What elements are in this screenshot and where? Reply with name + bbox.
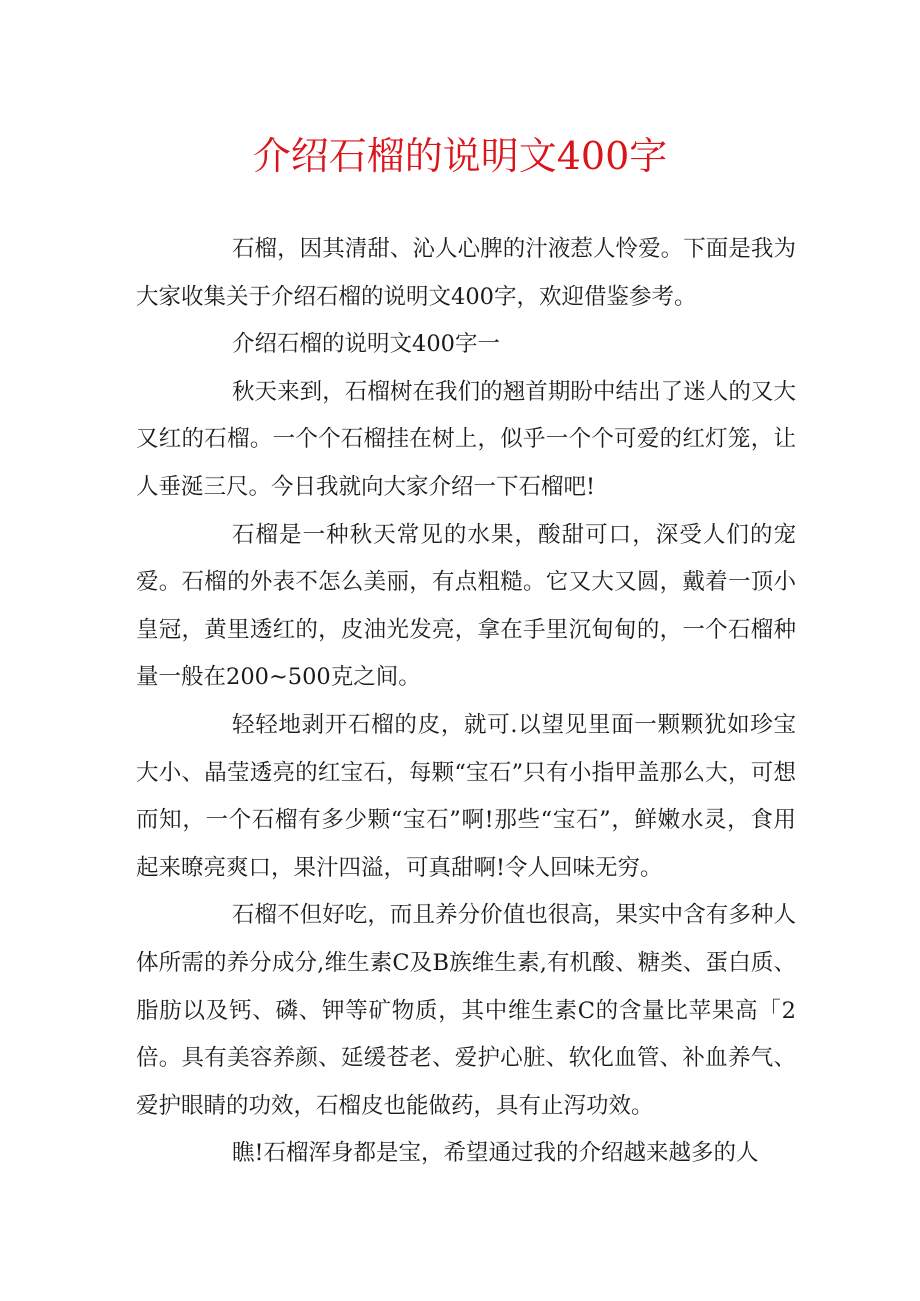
paragraph-nutrition: 石榴不但好吃，而且养分价值也很高，果实中含有多种人体所需的养分成分,维生素C及B族维生素,有机酸、糖类、蛋白质、脂肪以及钙、磷、钾等矿物质，其中维生素C的含量比苹果高「2倍。具有美容养颜、延缓苍老、爱护心脏、软化血管、补血养气、爱护眼睛的功效，石榴皮也能做药，具有止泻功效。 <box>136 902 796 1119</box>
paragraph-appearance: 石榴是一种秋天常见的水果，酸甜可口，深受人们的宠爱。石榴的外表不怎么美丽，有点粗糙。它又大又圆，戴着一顶小皇冠，黄里透红的，皮油光发亮，拿在手里沉甸甸的，一个石榴种量一般在200~500克之间。 <box>136 521 796 691</box>
document-title: 介绍石榴的说明文400字 <box>252 134 668 178</box>
paragraph-conclusion: 瞧!石榴浑身都是宝，希望通过我的介绍越来越多的人 <box>232 1140 759 1167</box>
document-body <box>136 226 796 1178</box>
paragraph-autumn: 秋天来到，石榴树在我们的翘首期盼中结出了迷人的又大又红的石榴。一个个石榴挂在树上，似乎一个个可爱的红灯笼，让人垂涎三尺。今日我就向大家介绍一下石榴吧! <box>136 378 796 500</box>
paragraph-intro: 石榴，因其清甜、沁人心脾的汁液惹人怜爱。下面是我为大家收集关于介绍石榴的说明文400字，欢迎借鉴参考。 <box>136 236 796 310</box>
paragraph-seeds: 轻轻地剥开石榴的皮，就可.以望见里面一颗颗犹如珍宝大小、晶莹透亮的红宝石，每颗“宝石”只有小指甲盖那么大，可想而知，一个石榴有多少颗“宝石”啊!那些“宝石”，鲜嫩水灵，食用起来暸亮爽口，果汁四溢，可真甜啊!令人回味无穷。 <box>136 711 796 881</box>
section-heading: 介绍石榴的说明文400字一 <box>232 331 500 358</box>
